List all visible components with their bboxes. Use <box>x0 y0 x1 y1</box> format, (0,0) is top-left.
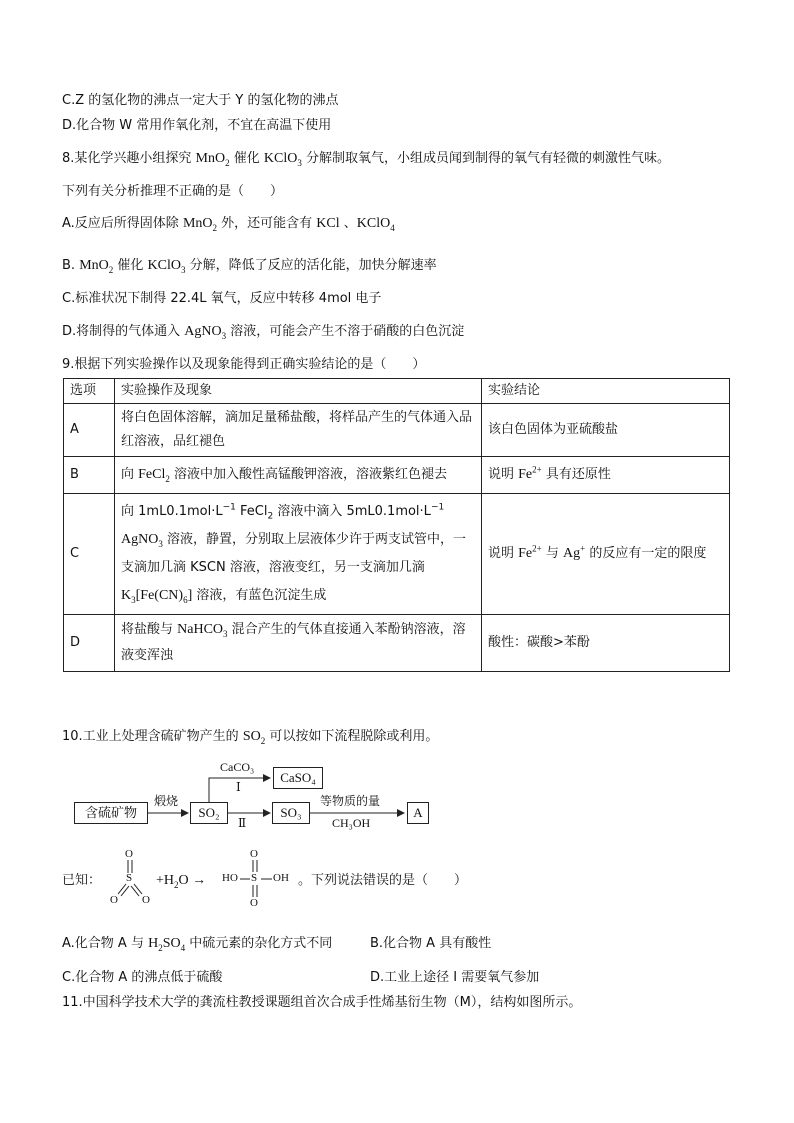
table-row <box>64 615 730 672</box>
so2-box: SO₂ <box>190 802 228 824</box>
so3-box: SO₃ <box>272 802 310 824</box>
reaction-water-arrow: $+H_2O$ → <box>156 873 207 890</box>
operation-cell: 将白色固体溶解，滴加足量稀盐酸，将样品产生的气体通入品红溶液，品红褪色 <box>115 404 482 457</box>
equal-moles-label: 等物质的量 <box>320 794 381 808</box>
q10-known-label: 已知： <box>62 873 102 888</box>
q8-option-a: A.反应后所得固体除 MnO$_2$ 外，还可能含有 KCl 、KClO$_4$ <box>62 216 395 233</box>
table-row <box>64 457 730 494</box>
q8-stem-question: 下列有关分析推理不正确的是（ ） <box>62 184 284 199</box>
q11-stem: 11.中国科学技术大学的龚流柱教授课题组首次合成手性烯基衍生物（M），结构如图所示。 <box>62 995 582 1010</box>
sulfur-atom: S <box>126 872 133 884</box>
q7-option-d: D.化合物 W 常用作氧化剂，不宜在高温下使用 <box>62 118 332 133</box>
q10-option-b: B.化合物 A 具有酸性 <box>370 936 492 951</box>
q10-option-d: D.工业上途径 I 需要氧气参加 <box>370 970 540 985</box>
calcine-label: 煅烧 <box>154 794 179 808</box>
q8-stem: 8.某化学兴趣小组探究 MnO$_2$ 催化 KClO$_3$ 分解制取氧气，小组成员闻到制得的氧气有轻微的刺激性气味。 <box>62 151 670 168</box>
product-a-box: A <box>407 802 429 824</box>
conclusion-cell: 说明 $Fe^{2+}$ 具有还原性 <box>482 457 730 494</box>
oxygen-atom-right: O <box>142 894 150 906</box>
sulfuric-acid-structure <box>222 848 298 910</box>
table-row <box>64 494 730 615</box>
header-operation: 实验操作及现象 <box>115 379 482 404</box>
oxygen-atom-top: O <box>250 848 258 860</box>
hydroxyl-left: HO <box>222 872 238 884</box>
sulfur-atom: S <box>251 872 258 884</box>
sulfur-mineral-box: 含硫矿物 <box>74 802 148 824</box>
q10-stem: 10.工业上处理含硫矿物产生的 $SO_2$ 可以按如下流程脱除或利用。 <box>62 729 439 746</box>
route-2-label: Ⅱ <box>238 816 247 830</box>
option-label: C <box>64 494 115 615</box>
operation-cell: 将盐酸与 NaHCO$_3$ 混合产生的气体直接通入苯酚钠溶液，溶液变浑浊 <box>115 615 482 672</box>
oxygen-atom-left: O <box>110 894 118 906</box>
caso4-box: CaSO₄ <box>273 767 323 789</box>
oxygen-atom-bottom: O <box>250 897 258 909</box>
q9-table <box>63 378 730 672</box>
option-label: A <box>64 404 115 457</box>
hydroxyl-right: OH <box>273 872 289 884</box>
option-label: D <box>64 615 115 672</box>
header-option: 选项 <box>64 379 115 404</box>
q10-option-a: A.化合物 A 与 $H_2SO_4$ 中硫元素的杂化方式不同 <box>62 936 333 953</box>
conclusion-cell: 说明 $Fe^{2+}$ 与 Ag+ 的反应有一定的限度 <box>482 494 730 615</box>
methanol-label: CH₃OH <box>332 816 371 830</box>
option-label: B <box>64 457 115 494</box>
q9-stem: 9.根据下列实验操作以及现象能得到正确实验结论的是（ ） <box>62 357 426 372</box>
so3-structure <box>110 848 156 908</box>
conclusion-cell: 该白色固体为亚硫酸盐 <box>482 404 730 457</box>
oxygen-atom-top: O <box>125 848 133 860</box>
conclusion-cell: 酸性：碳酸>苯酚 <box>482 615 730 672</box>
q10-option-c: C.化合物 A 的沸点低于硫酸 <box>62 970 223 985</box>
q8-option-c: C.标准状况下制得 22.4L 氧气，反应中转移 4mol 电子 <box>62 291 382 306</box>
q8-option-b: B. MnO$_2$ 催化 KClO$_3$ 分解，降低了反应的活化能，加快分解速率 <box>62 258 437 275</box>
route-1-label: Ⅰ <box>236 780 241 794</box>
q10-stem-question: 。下列说法错误的是（ ） <box>298 873 468 888</box>
table-row <box>64 404 730 457</box>
operation-cell: 向 FeCl$_2$ 溶液中加入酸性高锰酸钾溶液，溶液紫红色褪去 <box>115 457 482 494</box>
operation-cell: 向 $1mL0.1mol\cdot L^{-1}$ FeCl$_2$ 溶液中滴入 $5mL0.1mol\cdot L^{-1}$ AgNO$_3$ 溶液，静置，分别取上层液体少许于两支试管中，一支滴加几滴 KSCN 溶液，溶液变红，另一支滴加几滴 $K_3[Fe(CN)_6]$ 溶液，有蓝色沉淀生成 <box>115 494 482 615</box>
header-conclusion: 实验结论 <box>482 379 730 404</box>
q7-option-c: C.Z 的氢化物的沸点一定大于 Y 的氢化物的沸点 <box>62 93 339 108</box>
q8-option-d: D.将制得的气体通入 AgNO$_3$ 溶液，可能会产生不溶于硝酸的白色沉淀 <box>62 324 465 341</box>
caco3-label: CaCO₃ <box>220 760 255 774</box>
